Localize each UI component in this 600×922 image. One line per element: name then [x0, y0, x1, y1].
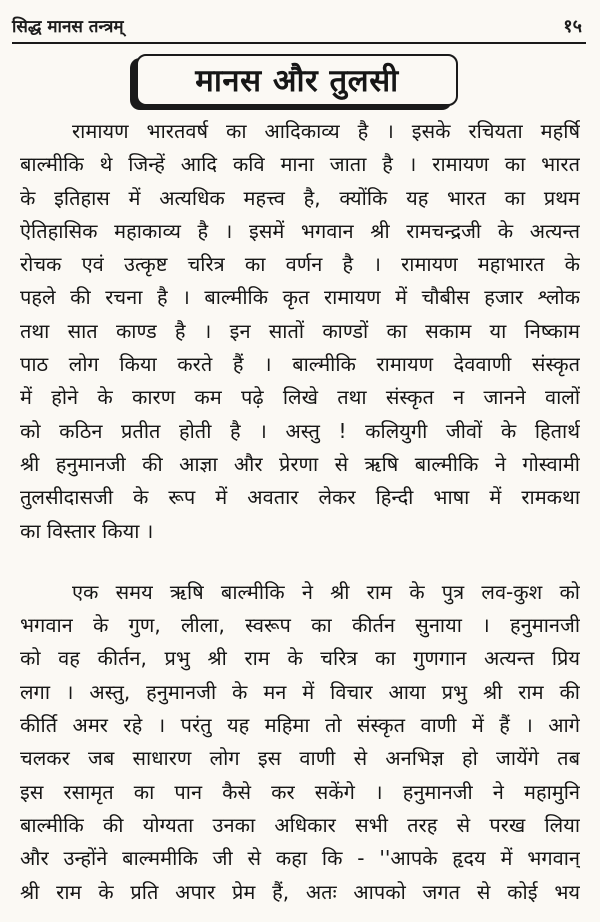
running-title: सिद्ध मानस तन्त्रम्	[12, 17, 124, 37]
paragraph-2	[20, 576, 580, 909]
text-line: श्री हनुमानजी की आज्ञा और प्रेरणा से ऋषि बाल्मीकि ने गोस्वामी	[20, 451, 580, 476]
text-line: का विस्तार किया ।	[20, 518, 154, 543]
text-line: कीर्ति अमर रहे । परंतु यह महिमा तो संस्कृत वाणी में हैं । आगे	[20, 713, 580, 738]
text-line: को वह कीर्तन, प्रभु श्री राम के चरित्र का गुणगान अत्यन्त प्रिय	[20, 646, 580, 671]
text-line: पहले की रचना है । बाल्मीकि कृत रामायण में चौबीस हजार श्लोक	[20, 285, 580, 310]
chapter-title: मानस और तुलसी	[195, 63, 399, 99]
text-line: श्री राम के प्रति अपार प्रेम हैं, अतः आपको जगत से कोई भय	[20, 879, 580, 904]
chapter-title-box	[136, 54, 458, 106]
paragraph-1	[20, 115, 580, 548]
text-line: के इतिहास में अत्यधिक महत्त्व है, क्योंकि यह भारत का प्रथम	[20, 185, 580, 210]
text-line: लगा । अस्तु, हनुमानजी के मन में विचार आया प्रभु श्री राम की	[20, 679, 580, 704]
body-text	[20, 115, 580, 909]
text-line: रोचक एवं उत्कृष्ट चरित्र का वर्णन है । रामायण महाभारत के	[20, 252, 580, 277]
text-line: तथा सात काण्ड है । इन सातों काण्डों का सकाम या निष्काम	[20, 318, 580, 343]
page-header	[12, 8, 582, 42]
text-line: बाल्मीकि थे जिन्हें आदि कवि माना जाता है । रामायण का भारत	[20, 152, 580, 177]
text-line: में होने के कारण कम पढ़े लिखे तथा संस्कृत न जानने वालों	[20, 385, 580, 410]
text-line: रामायण भारतवर्ष का आदिकाव्य है । इसके रचियता महर्षि	[72, 119, 580, 143]
text-line: ऐतिहासिक महाकाव्य है । इसमें भगवान श्री रामचन्द्रजी के अत्यन्त	[20, 218, 580, 243]
text-line: बाल्मीकि की योग्यता उनका अधिकार सभी तरह से परख लिया	[20, 812, 580, 837]
text-line: पाठ लोग किया करते हैं । बाल्मीकि रामायण देववाणी संस्कृत	[20, 352, 580, 377]
text-line: और उन्होंने बाल्ममीकि जी से कहा कि - ''आपके हृदय में भगवान्	[20, 846, 580, 871]
text-line: इस रसामृत का पान कैसे कर सकेंगे । हनुमानजी ने महामुनि	[20, 779, 580, 804]
header-rule	[12, 42, 586, 44]
text-line: एक समय ऋषि बाल्मीकि ने श्री राम के पुत्र लव-कुश को	[72, 579, 580, 604]
page-number: १५	[563, 16, 582, 37]
text-line: भगवान के गुण, लीला, स्वरूप का कीर्तन सुनाया । हनुमानजी	[20, 613, 580, 638]
text-line: को कठिन प्रतीत होती है । अस्तु ! कलियुगी जीवों के हितार्थ	[20, 418, 580, 443]
paragraph-gap	[20, 548, 580, 576]
text-line: चलकर जब साधारण लोग इस वाणी से अनभिज्ञ हो जायेंगे तब	[20, 746, 580, 771]
text-line: तुलसीदासजी के रूप में अवतार लेकर हिन्दी भाषा में रामकथा	[20, 485, 580, 510]
